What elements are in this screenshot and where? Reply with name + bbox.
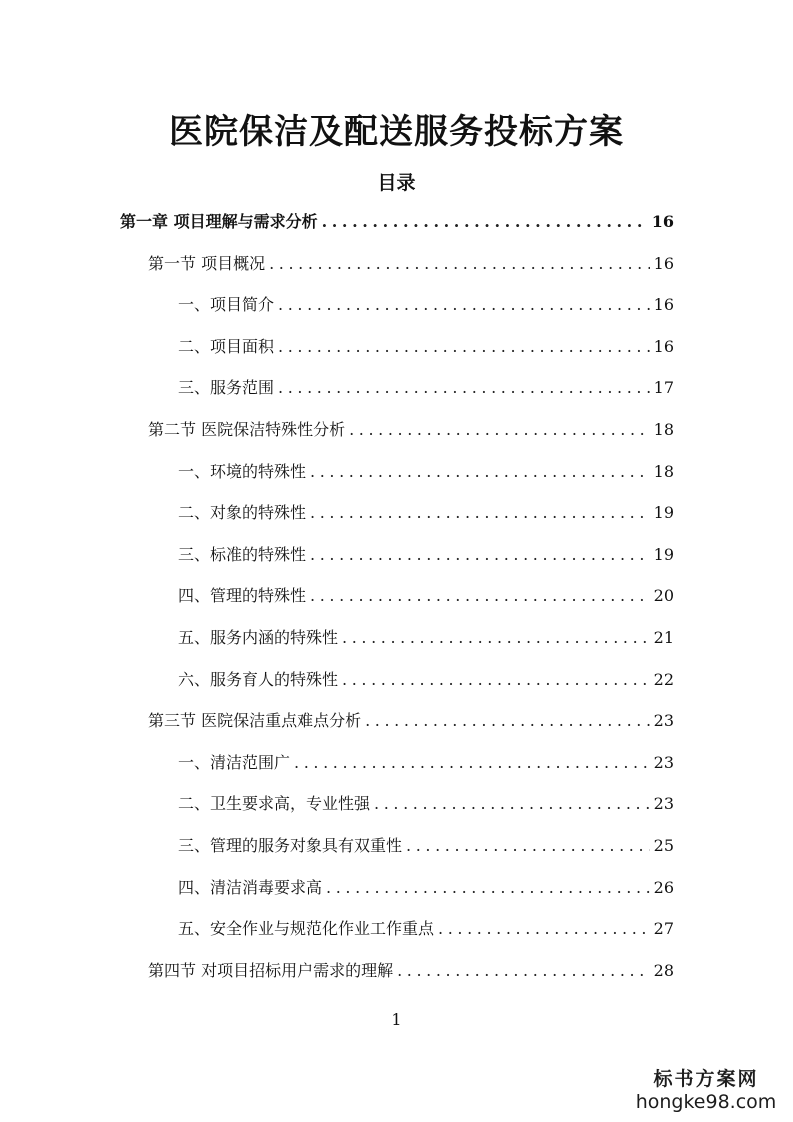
toc-heading: 目录	[377, 172, 416, 194]
toc-entry[interactable]	[178, 542, 674, 568]
toc-entry-label: 三、服务范围	[178, 378, 275, 397]
toc-entry[interactable]	[178, 459, 674, 485]
page-number: 1	[391, 1010, 402, 1029]
toc-entry-label: 一、清洁范围广	[178, 753, 291, 772]
toc-entry[interactable]	[148, 417, 674, 443]
toc-dot-leader	[310, 586, 650, 605]
toc-entry-label: 二、卫生要求高，专业性强	[178, 794, 371, 813]
toc-dot-leader	[438, 919, 650, 938]
toc-entry-page: 22	[653, 670, 674, 689]
toc-dot-leader	[278, 337, 650, 356]
toc-entry-page: 18	[653, 420, 674, 439]
toc-entry-label: 四、管理的特殊性	[178, 586, 307, 605]
toc-entry-page: 26	[653, 878, 674, 897]
toc-entry-label: 四、清洁消毒要求高	[178, 878, 323, 897]
toc-entry[interactable]	[178, 375, 674, 401]
toc-entry-label: 三、管理的服务对象具有双重性	[178, 836, 403, 855]
toc-entry-label: 五、安全作业与规范化作业工作重点	[178, 919, 435, 938]
toc-entry-label: 一、环境的特殊性	[178, 462, 307, 481]
toc-entry-page: 18	[653, 462, 674, 481]
toc-entry-label: 六、服务育人的特殊性	[178, 670, 339, 689]
toc-dot-leader	[310, 545, 650, 564]
toc-entry-page: 28	[653, 961, 674, 980]
toc-entry-page: 23	[653, 711, 674, 730]
toc-entry-label: 第四节 对项目招标用户需求的理解	[148, 961, 394, 980]
toc-entry[interactable]	[178, 500, 674, 526]
toc-entry-label: 五、服务内涵的特殊性	[178, 628, 339, 647]
toc-dot-leader	[326, 878, 650, 897]
toc-entry-page: 16	[651, 212, 674, 231]
toc-entry[interactable]	[178, 334, 674, 360]
toc-entry-label: 二、对象的特殊性	[178, 503, 307, 522]
toc-dot-leader	[322, 212, 648, 231]
toc-entry-page: 27	[653, 919, 674, 938]
document-title: 医院保洁及配送服务投标方案	[169, 112, 624, 152]
toc-entry-label: 第二节 医院保洁特殊性分析	[148, 420, 346, 439]
toc-entry-page: 19	[653, 503, 674, 522]
toc-entry[interactable]	[178, 625, 674, 651]
toc-entry-page: 25	[653, 836, 674, 855]
toc-entry[interactable]	[120, 209, 674, 235]
toc-entry[interactable]	[178, 916, 674, 942]
toc-dot-leader	[278, 378, 650, 397]
toc-entry-label: 二、项目面积	[178, 337, 275, 356]
toc-entry-page: 16	[653, 337, 674, 356]
toc-entry[interactable]	[178, 791, 674, 817]
toc-dot-leader	[310, 503, 650, 522]
watermark-logo	[631, 1068, 781, 1114]
toc-entry-label: 第三节 医院保洁重点难点分析	[148, 711, 362, 730]
toc-entry[interactable]	[148, 958, 674, 984]
toc-entry-page: 23	[653, 753, 674, 772]
toc-dot-leader	[269, 254, 650, 273]
toc-entry[interactable]	[178, 750, 674, 776]
toc-entry[interactable]	[178, 875, 674, 901]
toc-entry-page: 23	[653, 794, 674, 813]
watermark-brand: 标书方案网	[653, 1068, 759, 1090]
toc-entry-label: 一、项目简介	[178, 295, 275, 314]
toc-dot-leader	[342, 670, 650, 689]
toc-dot-leader	[374, 794, 650, 813]
toc-dot-leader	[397, 961, 650, 980]
toc-dot-leader	[365, 711, 650, 730]
toc-entry-label: 第一章 项目理解与需求分析	[120, 212, 318, 231]
toc-entry-label: 三、标准的特殊性	[178, 545, 307, 564]
toc-dot-leader	[349, 420, 650, 439]
toc-entry[interactable]	[178, 833, 674, 859]
toc-entry[interactable]	[178, 667, 674, 693]
toc-dot-leader	[294, 753, 650, 772]
toc-entry-page: 16	[653, 295, 674, 314]
toc-dot-leader	[278, 295, 650, 314]
toc-entry-page: 16	[653, 254, 674, 273]
toc-dot-leader	[342, 628, 650, 647]
toc-entry[interactable]	[148, 251, 674, 277]
toc-entry-page: 21	[653, 628, 674, 647]
toc-dot-leader	[310, 462, 650, 481]
toc-entry-label: 第一节 项目概况	[148, 254, 266, 273]
toc-entry-page: 19	[653, 545, 674, 564]
toc-entry[interactable]	[178, 292, 674, 318]
toc-entry-page: 20	[653, 586, 674, 605]
toc-entry[interactable]	[178, 583, 674, 609]
watermark-url: hongke98.com	[635, 1091, 777, 1113]
toc-dot-leader	[406, 836, 650, 855]
toc-entry[interactable]	[148, 708, 674, 734]
toc-entry-page: 17	[653, 378, 674, 397]
